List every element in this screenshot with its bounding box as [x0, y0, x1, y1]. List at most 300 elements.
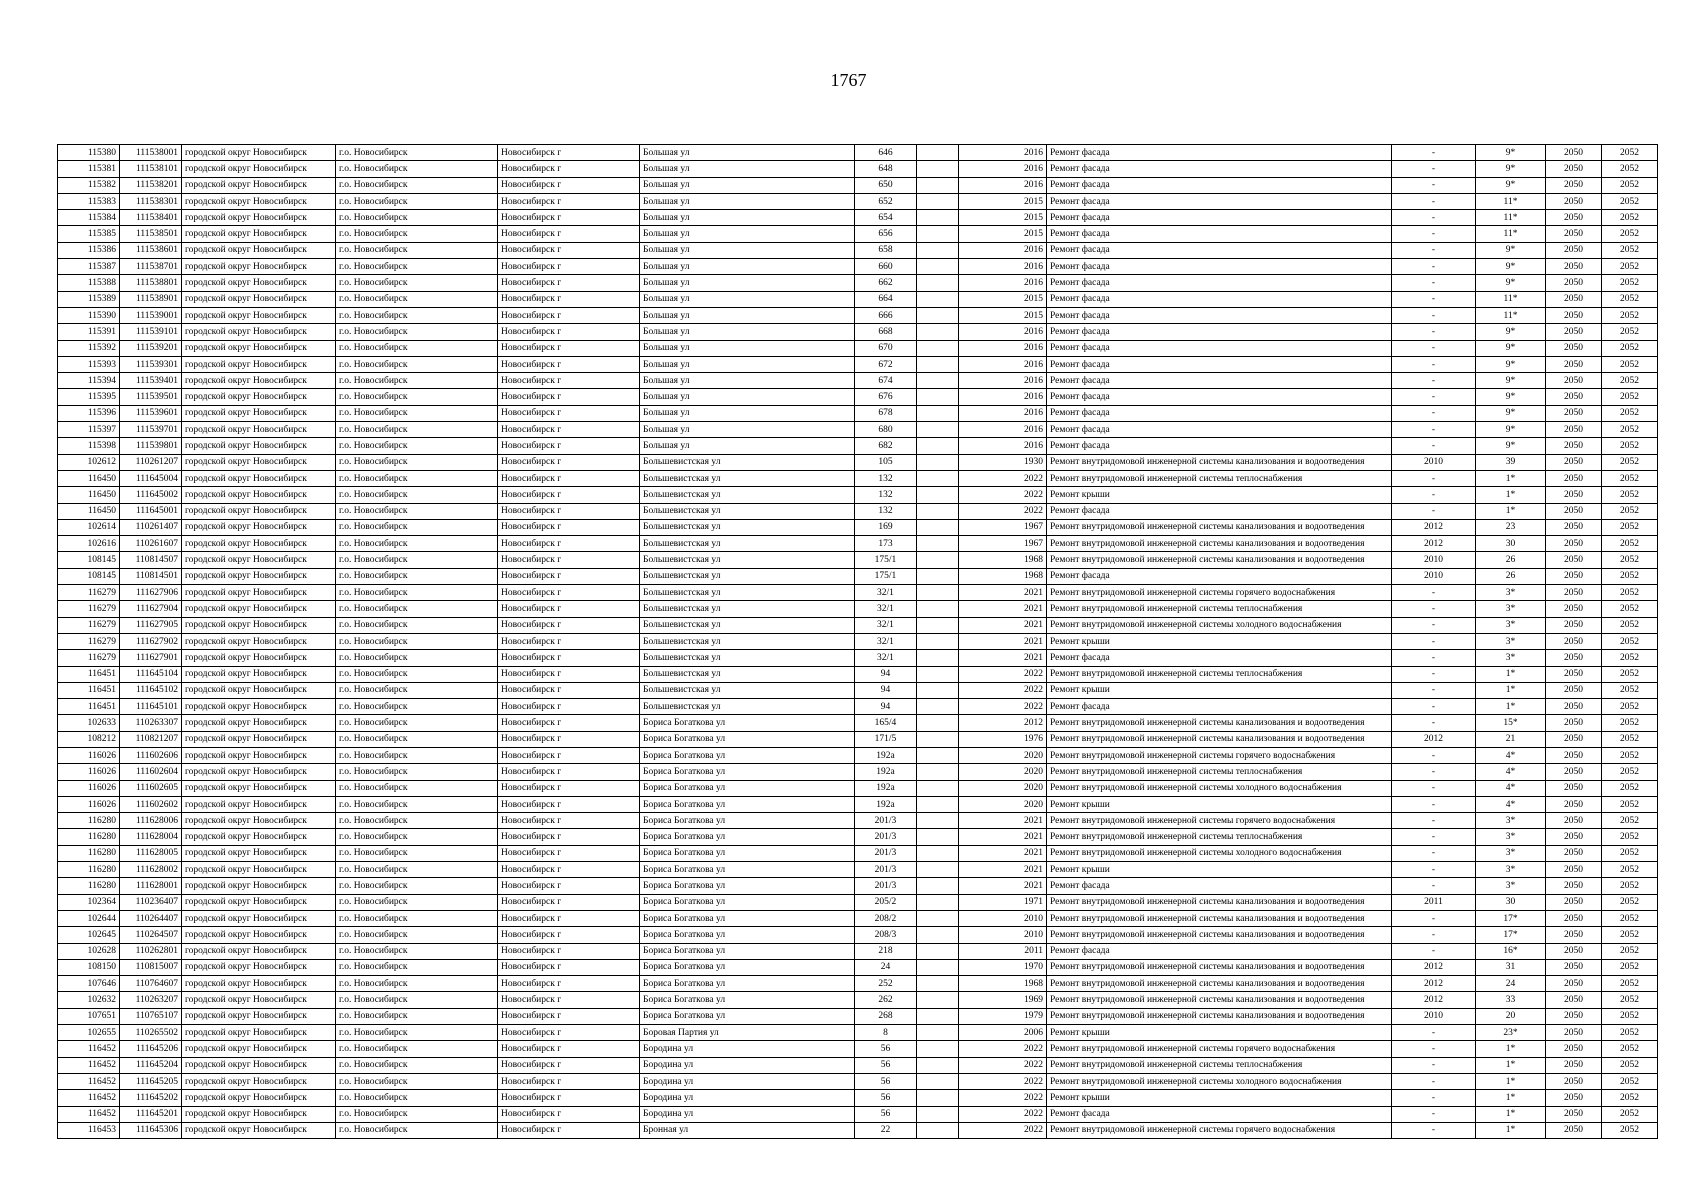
cell-work-type: Ремонт внутридомовой инженерной системы канализования и водоотведения: [1047, 959, 1392, 975]
cell-municipality: г.о. Новосибирск: [336, 1041, 498, 1057]
cell-municipality: г.о. Новосибирск: [336, 275, 498, 291]
cell-last-repair-year: -: [1392, 373, 1476, 389]
cell-locality: Новосибирск г: [498, 487, 640, 503]
cell-plan-year-end: 2052: [1602, 1073, 1658, 1089]
cell-municipality: г.о. Новосибирск: [336, 177, 498, 193]
cell-plan-year-start: 2050: [1546, 699, 1602, 715]
cell-municipality: г.о. Новосибирск: [336, 617, 498, 633]
cell-house-number: 56: [855, 1106, 917, 1122]
cell-district: городской округ Новосибирск: [182, 259, 336, 275]
table-row: [58, 585, 1658, 601]
cell-street: Большая ул: [640, 438, 855, 454]
cell-build-year: 2022: [959, 1073, 1047, 1089]
cell-build-year: 2011: [959, 943, 1047, 959]
cell-house-number: 175/1: [855, 552, 917, 568]
cell-build-year: 2015: [959, 193, 1047, 209]
cell-work-id: 111602605: [120, 780, 182, 796]
cell-work-id: 111539701: [120, 422, 182, 438]
cell-work-id: 110764607: [120, 976, 182, 992]
cell-last-repair-year: -: [1392, 780, 1476, 796]
cell-municipality: г.о. Новосибирск: [336, 796, 498, 812]
cell-work-id: 110814501: [120, 568, 182, 584]
cell-work-id: 111539001: [120, 307, 182, 323]
cell-district: городской округ Новосибирск: [182, 601, 336, 617]
cell-build-year: 2020: [959, 796, 1047, 812]
cell-district: городской округ Новосибирск: [182, 633, 336, 649]
cell-locality: Новосибирск г: [498, 242, 640, 258]
cell-work-type: Ремонт внутридомовой инженерной системы горячего водоснабжения: [1047, 1122, 1392, 1138]
cell-building: [917, 731, 959, 747]
cell-locality: Новосибирск г: [498, 617, 640, 633]
cell-work-id: 110261607: [120, 536, 182, 552]
cell-district: городской округ Новосибирск: [182, 1008, 336, 1024]
cell-house-number: 662: [855, 275, 917, 291]
cell-work-id: 111645306: [120, 1122, 182, 1138]
cell-locality: Новосибирск г: [498, 1106, 640, 1122]
cell-municipality: г.о. Новосибирск: [336, 422, 498, 438]
cell-plan-year-start: 2050: [1546, 1041, 1602, 1057]
table-row: [58, 731, 1658, 747]
cell-street: Большевистская ул: [640, 617, 855, 633]
cell-house-id: 116279: [58, 601, 120, 617]
cell-work-id: 111538501: [120, 226, 182, 242]
cell-house-id: 116452: [58, 1090, 120, 1106]
cell-plan-year-end: 2052: [1602, 210, 1658, 226]
cell-building: [917, 601, 959, 617]
cell-build-year: 2016: [959, 422, 1047, 438]
cell-house-id: 115390: [58, 307, 120, 323]
cell-plan-year-end: 2052: [1602, 617, 1658, 633]
cell-plan-year-start: 2050: [1546, 242, 1602, 258]
cell-building: [917, 275, 959, 291]
cell-house-number: 682: [855, 438, 917, 454]
cell-street: Большая ул: [640, 356, 855, 372]
cell-street: Бориса Богаткова ул: [640, 959, 855, 975]
cell-street: Бородина ул: [640, 1041, 855, 1057]
cell-house-id: 116279: [58, 650, 120, 666]
cell-street: Большая ул: [640, 422, 855, 438]
cell-municipality: г.о. Новосибирск: [336, 470, 498, 486]
cell-locality: Новосибирск г: [498, 145, 640, 161]
cell-house-number: 201/3: [855, 862, 917, 878]
cell-building: [917, 1090, 959, 1106]
cell-municipality: г.о. Новосибирск: [336, 829, 498, 845]
cell-plan-year-end: 2052: [1602, 731, 1658, 747]
cell-building: [917, 666, 959, 682]
cell-house-id: 115380: [58, 145, 120, 161]
cell-plan-year-end: 2052: [1602, 519, 1658, 535]
cell-wear: 23: [1476, 519, 1546, 535]
cell-work-id: 111628006: [120, 813, 182, 829]
cell-house-number: 169: [855, 519, 917, 535]
cell-municipality: г.о. Новосибирск: [336, 731, 498, 747]
cell-house-number: 171/5: [855, 731, 917, 747]
cell-work-type: Ремонт внутридомовой инженерной системы горячего водоснабжения: [1047, 747, 1392, 763]
cell-district: городской округ Новосибирск: [182, 536, 336, 552]
cell-wear: 1*: [1476, 487, 1546, 503]
cell-district: городской округ Новосибирск: [182, 862, 336, 878]
cell-district: городской округ Новосибирск: [182, 389, 336, 405]
cell-locality: Новосибирск г: [498, 780, 640, 796]
cell-house-id: 116452: [58, 1106, 120, 1122]
cell-house-number: 208/3: [855, 927, 917, 943]
cell-build-year: 2016: [959, 324, 1047, 340]
cell-build-year: 2016: [959, 259, 1047, 275]
cell-house-id: 116450: [58, 503, 120, 519]
cell-work-type: Ремонт внутридомовой инженерной системы горячего водоснабжения: [1047, 585, 1392, 601]
cell-last-repair-year: -: [1392, 340, 1476, 356]
cell-plan-year-end: 2052: [1602, 536, 1658, 552]
cell-wear: 1*: [1476, 470, 1546, 486]
cell-work-id: 111645104: [120, 666, 182, 682]
cell-locality: Новосибирск г: [498, 633, 640, 649]
cell-plan-year-end: 2052: [1602, 829, 1658, 845]
cell-wear: 30: [1476, 536, 1546, 552]
cell-house-id: 115391: [58, 324, 120, 340]
cell-plan-year-start: 2050: [1546, 796, 1602, 812]
cell-district: городской округ Новосибирск: [182, 1122, 336, 1138]
cell-building: [917, 389, 959, 405]
cell-wear: 20: [1476, 1008, 1546, 1024]
cell-wear: 1*: [1476, 1122, 1546, 1138]
cell-municipality: г.о. Новосибирск: [336, 959, 498, 975]
cell-build-year: 2015: [959, 210, 1047, 226]
cell-street: Большая ул: [640, 210, 855, 226]
cell-plan-year-start: 2050: [1546, 976, 1602, 992]
cell-plan-year-start: 2050: [1546, 764, 1602, 780]
cell-street: Большевистская ул: [640, 568, 855, 584]
cell-work-id: 110263207: [120, 992, 182, 1008]
table-row: [58, 275, 1658, 291]
cell-plan-year-end: 2052: [1602, 813, 1658, 829]
cell-building: [917, 536, 959, 552]
cell-house-id: 116452: [58, 1057, 120, 1073]
cell-street: Большая ул: [640, 389, 855, 405]
cell-last-repair-year: -: [1392, 943, 1476, 959]
cell-build-year: 2010: [959, 910, 1047, 926]
cell-locality: Новосибирск г: [498, 552, 640, 568]
cell-plan-year-start: 2050: [1546, 927, 1602, 943]
table-row: [58, 552, 1658, 568]
cell-house-number: 680: [855, 422, 917, 438]
cell-last-repair-year: 2012: [1392, 519, 1476, 535]
cell-house-number: 664: [855, 291, 917, 307]
cell-municipality: г.о. Новосибирск: [336, 568, 498, 584]
cell-work-type: Ремонт внутридомовой инженерной системы канализования и водоотведения: [1047, 519, 1392, 535]
cell-last-repair-year: -: [1392, 275, 1476, 291]
cell-district: городской округ Новосибирск: [182, 422, 336, 438]
cell-work-type: Ремонт внутридомовой инженерной системы канализования и водоотведения: [1047, 894, 1392, 910]
cell-house-number: 674: [855, 373, 917, 389]
cell-wear: 1*: [1476, 1090, 1546, 1106]
cell-house-id: 116280: [58, 829, 120, 845]
table-row: [58, 307, 1658, 323]
cell-wear: 11*: [1476, 226, 1546, 242]
cell-street: Бориса Богаткова ул: [640, 1008, 855, 1024]
cell-building: [917, 503, 959, 519]
cell-house-number: 32/1: [855, 601, 917, 617]
cell-work-type: Ремонт внутридомовой инженерной системы канализования и водоотведения: [1047, 536, 1392, 552]
cell-plan-year-start: 2050: [1546, 438, 1602, 454]
cell-district: городской округ Новосибирск: [182, 438, 336, 454]
cell-house-number: 252: [855, 976, 917, 992]
cell-last-repair-year: -: [1392, 650, 1476, 666]
cell-plan-year-end: 2052: [1602, 324, 1658, 340]
cell-building: [917, 568, 959, 584]
table-row: [58, 259, 1658, 275]
cell-building: [917, 1057, 959, 1073]
cell-wear: 30: [1476, 894, 1546, 910]
cell-plan-year-end: 2052: [1602, 373, 1658, 389]
cell-house-number: 32/1: [855, 617, 917, 633]
cell-building: [917, 145, 959, 161]
cell-plan-year-end: 2052: [1602, 715, 1658, 731]
cell-municipality: г.о. Новосибирск: [336, 259, 498, 275]
cell-house-number: 56: [855, 1041, 917, 1057]
cell-work-type: Ремонт фасада: [1047, 291, 1392, 307]
cell-build-year: 2016: [959, 356, 1047, 372]
cell-locality: Новосибирск г: [498, 210, 640, 226]
cell-plan-year-end: 2052: [1602, 422, 1658, 438]
cell-work-id: 110264407: [120, 910, 182, 926]
cell-municipality: г.о. Новосибирск: [336, 1106, 498, 1122]
cell-locality: Новосибирск г: [498, 1041, 640, 1057]
cell-house-id: 116026: [58, 796, 120, 812]
cell-wear: 26: [1476, 552, 1546, 568]
cell-work-id: 110821207: [120, 731, 182, 747]
cell-building: [917, 650, 959, 666]
cell-building: [917, 878, 959, 894]
cell-plan-year-end: 2052: [1602, 470, 1658, 486]
cell-last-repair-year: -: [1392, 633, 1476, 649]
cell-work-type: Ремонт внутридомовой инженерной системы теплоснабжения: [1047, 601, 1392, 617]
cell-last-repair-year: 2010: [1392, 454, 1476, 470]
cell-work-type: Ремонт фасада: [1047, 356, 1392, 372]
cell-last-repair-year: -: [1392, 1122, 1476, 1138]
cell-street: Большевистская ул: [640, 503, 855, 519]
cell-work-type: Ремонт внутридомовой инженерной системы теплоснабжения: [1047, 829, 1392, 845]
cell-plan-year-start: 2050: [1546, 210, 1602, 226]
cell-work-type: Ремонт крыши: [1047, 862, 1392, 878]
cell-plan-year-start: 2050: [1546, 617, 1602, 633]
cell-plan-year-end: 2052: [1602, 161, 1658, 177]
cell-last-repair-year: -: [1392, 1073, 1476, 1089]
table-row: [58, 519, 1658, 535]
cell-work-type: Ремонт внутридомовой инженерной системы холодного водоснабжения: [1047, 845, 1392, 861]
cell-work-id: 110261207: [120, 454, 182, 470]
cell-house-id: 115398: [58, 438, 120, 454]
cell-last-repair-year: -: [1392, 1057, 1476, 1073]
cell-wear: 11*: [1476, 291, 1546, 307]
cell-work-type: Ремонт внутридомовой инженерной системы канализования и водоотведения: [1047, 927, 1392, 943]
cell-locality: Новосибирск г: [498, 796, 640, 812]
cell-house-id: 115392: [58, 340, 120, 356]
cell-municipality: г.о. Новосибирск: [336, 1025, 498, 1041]
cell-locality: Новосибирск г: [498, 813, 640, 829]
cell-plan-year-end: 2052: [1602, 959, 1658, 975]
cell-build-year: 2021: [959, 601, 1047, 617]
cell-building: [917, 291, 959, 307]
cell-plan-year-start: 2050: [1546, 862, 1602, 878]
cell-wear: 9*: [1476, 145, 1546, 161]
cell-building: [917, 862, 959, 878]
cell-wear: 16*: [1476, 943, 1546, 959]
cell-build-year: 2022: [959, 1090, 1047, 1106]
cell-building: [917, 1025, 959, 1041]
cell-building: [917, 927, 959, 943]
cell-work-id: 111628004: [120, 829, 182, 845]
cell-building: [917, 585, 959, 601]
cell-street: Большевистская ул: [640, 552, 855, 568]
cell-plan-year-end: 2052: [1602, 699, 1658, 715]
cell-work-type: Ремонт фасада: [1047, 699, 1392, 715]
cell-district: городской округ Новосибирск: [182, 226, 336, 242]
cell-locality: Новосибирск г: [498, 682, 640, 698]
cell-last-repair-year: 2010: [1392, 1008, 1476, 1024]
cell-building: [917, 633, 959, 649]
cell-municipality: г.о. Новосибирск: [336, 862, 498, 878]
cell-building: [917, 1106, 959, 1122]
cell-build-year: 1970: [959, 959, 1047, 975]
cell-build-year: 1930: [959, 454, 1047, 470]
table-row: [58, 291, 1658, 307]
cell-district: городской округ Новосибирск: [182, 829, 336, 845]
cell-locality: Новосибирск г: [498, 568, 640, 584]
cell-building: [917, 210, 959, 226]
cell-plan-year-start: 2050: [1546, 650, 1602, 666]
cell-work-id: 111538701: [120, 259, 182, 275]
cell-work-id: 111538601: [120, 242, 182, 258]
cell-municipality: г.о. Новосибирск: [336, 291, 498, 307]
cell-build-year: 2022: [959, 470, 1047, 486]
cell-wear: 3*: [1476, 633, 1546, 649]
cell-district: городской округ Новосибирск: [182, 910, 336, 926]
cell-work-id: 111538001: [120, 145, 182, 161]
cell-build-year: 2012: [959, 715, 1047, 731]
cell-locality: Новосибирск г: [498, 259, 640, 275]
cell-building: [917, 552, 959, 568]
cell-last-repair-year: -: [1392, 862, 1476, 878]
cell-street: Большевистская ул: [640, 536, 855, 552]
cell-municipality: г.о. Новосибирск: [336, 552, 498, 568]
cell-district: городской округ Новосибирск: [182, 1041, 336, 1057]
cell-house-number: 32/1: [855, 650, 917, 666]
table-row: [58, 422, 1658, 438]
cell-municipality: г.о. Новосибирск: [336, 1073, 498, 1089]
cell-house-number: 654: [855, 210, 917, 226]
cell-locality: Новосибирск г: [498, 1073, 640, 1089]
table-row: [58, 389, 1658, 405]
cell-work-id: 111539501: [120, 389, 182, 405]
cell-house-id: 102616: [58, 536, 120, 552]
cell-locality: Новосибирск г: [498, 601, 640, 617]
cell-work-id: 110236407: [120, 894, 182, 910]
cell-last-repair-year: -: [1392, 307, 1476, 323]
cell-plan-year-end: 2052: [1602, 177, 1658, 193]
cell-building: [917, 1122, 959, 1138]
table-row: [58, 454, 1658, 470]
cell-work-type: Ремонт фасада: [1047, 1106, 1392, 1122]
cell-build-year: 2016: [959, 438, 1047, 454]
cell-house-id: 115397: [58, 422, 120, 438]
cell-wear: 1*: [1476, 1057, 1546, 1073]
cell-wear: 1*: [1476, 1106, 1546, 1122]
cell-work-id: 111538901: [120, 291, 182, 307]
cell-last-repair-year: -: [1392, 845, 1476, 861]
cell-municipality: г.о. Новосибирск: [336, 193, 498, 209]
table-body: [58, 145, 1658, 1139]
cell-district: городской округ Новосибирск: [182, 943, 336, 959]
cell-building: [917, 845, 959, 861]
cell-last-repair-year: -: [1392, 422, 1476, 438]
cell-house-id: 115393: [58, 356, 120, 372]
cell-locality: Новосибирск г: [498, 405, 640, 421]
cell-house-number: 24: [855, 959, 917, 975]
cell-district: городской округ Новосибирск: [182, 193, 336, 209]
cell-street: Большевистская ул: [640, 454, 855, 470]
cell-district: городской округ Новосибирск: [182, 454, 336, 470]
cell-build-year: 2021: [959, 813, 1047, 829]
cell-district: городской округ Новосибирск: [182, 405, 336, 421]
cell-build-year: 2016: [959, 242, 1047, 258]
cell-last-repair-year: -: [1392, 210, 1476, 226]
cell-house-number: 201/3: [855, 878, 917, 894]
cell-building: [917, 324, 959, 340]
cell-last-repair-year: -: [1392, 764, 1476, 780]
cell-last-repair-year: -: [1392, 829, 1476, 845]
cell-house-id: 116453: [58, 1122, 120, 1138]
cell-street: Бородина ул: [640, 1073, 855, 1089]
cell-plan-year-end: 2052: [1602, 894, 1658, 910]
cell-work-id: 111539401: [120, 373, 182, 389]
cell-street: Бориса Богаткова ул: [640, 813, 855, 829]
cell-municipality: г.о. Новосибирск: [336, 454, 498, 470]
cell-street: Большая ул: [640, 275, 855, 291]
cell-municipality: г.о. Новосибирск: [336, 161, 498, 177]
cell-work-type: Ремонт внутридомовой инженерной системы теплоснабжения: [1047, 1057, 1392, 1073]
cell-building: [917, 829, 959, 845]
cell-plan-year-end: 2052: [1602, 650, 1658, 666]
cell-plan-year-start: 2050: [1546, 552, 1602, 568]
cell-municipality: г.о. Новосибирск: [336, 438, 498, 454]
cell-house-id: 116452: [58, 1073, 120, 1089]
cell-locality: Новосибирск г: [498, 878, 640, 894]
cell-house-number: 105: [855, 454, 917, 470]
cell-locality: Новосибирск г: [498, 910, 640, 926]
cell-wear: 9*: [1476, 324, 1546, 340]
cell-build-year: 1968: [959, 976, 1047, 992]
cell-plan-year-start: 2050: [1546, 161, 1602, 177]
cell-house-number: 648: [855, 161, 917, 177]
cell-locality: Новосибирск г: [498, 1008, 640, 1024]
repair-register-table: [57, 144, 1658, 1139]
cell-build-year: 1971: [959, 894, 1047, 910]
cell-street: Большая ул: [640, 324, 855, 340]
cell-house-number: 670: [855, 340, 917, 356]
cell-house-number: 56: [855, 1090, 917, 1106]
cell-locality: Новосибирск г: [498, 373, 640, 389]
cell-locality: Новосибирск г: [498, 764, 640, 780]
cell-house-id: 108145: [58, 552, 120, 568]
cell-house-number: 132: [855, 503, 917, 519]
cell-building: [917, 454, 959, 470]
cell-wear: 1*: [1476, 503, 1546, 519]
cell-locality: Новосибирск г: [498, 275, 640, 291]
cell-work-type: Ремонт внутридомовой инженерной системы канализования и водоотведения: [1047, 992, 1392, 1008]
cell-plan-year-end: 2052: [1602, 568, 1658, 584]
cell-work-type: Ремонт фасада: [1047, 259, 1392, 275]
table-row: [58, 910, 1658, 926]
